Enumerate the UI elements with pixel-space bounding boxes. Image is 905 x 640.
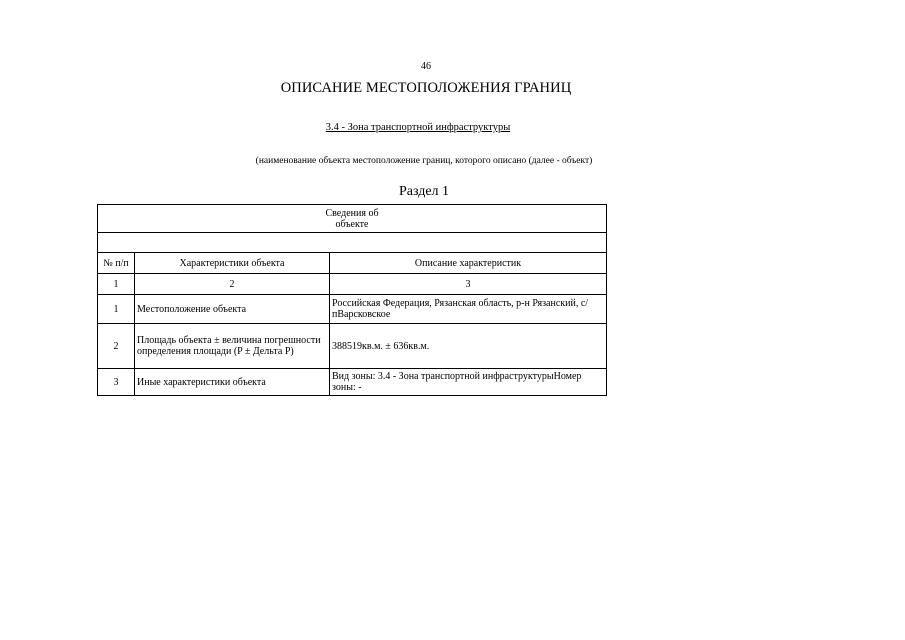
row-characteristic: Иные характеристики объекта (135, 369, 330, 396)
section-title: Раздел 1 (398, 184, 450, 199)
table-column-numbers-row (98, 274, 607, 295)
table-caption-cell (98, 205, 607, 233)
table-caption-row (98, 205, 607, 233)
object-info-table (97, 204, 607, 396)
row-description: Вид зоны: 3.4 - Зона транспортной инфраструктурыНомер зоны: - (330, 369, 607, 396)
column-number: 1 (98, 274, 135, 295)
row-description: Российская Федерация, Рязанская область, р-н Рязанский, с/пВарсковское (330, 295, 607, 324)
page-number: 46 (421, 61, 431, 72)
row-description: 388519кв.м. ± 636кв.м. (330, 324, 607, 369)
column-number: 3 (330, 274, 607, 295)
row-number: 2 (98, 324, 135, 369)
row-characteristic: Площадь объекта ± величина погрешности определения площади (P ± Дельта P) (135, 324, 330, 369)
document-title: ОПИСАНИЕ МЕСТОПОЛОЖЕНИЯ ГРАНИЦ (280, 80, 572, 96)
object-name: 3.4 - Зона транспортной инфраструктуры (325, 122, 511, 133)
table-caption: Сведения об объекте (325, 207, 379, 230)
object-caption: (наименование объекта местоположение границ, которого описано (далее - объект) (255, 156, 593, 166)
row-number: 1 (98, 295, 135, 324)
column-header-num: № п/п (98, 253, 135, 274)
column-header-characteristic: Характеристики объекта (135, 253, 330, 274)
table-empty-cell (98, 233, 607, 253)
table-empty-row (98, 233, 607, 253)
table-row (98, 369, 607, 396)
column-number: 2 (135, 274, 330, 295)
row-number: 3 (98, 369, 135, 396)
column-header-description: Описание характеристик (330, 253, 607, 274)
row-characteristic: Местоположение объекта (135, 295, 330, 324)
table-row (98, 295, 607, 324)
table-row (98, 324, 607, 369)
table-header-row (98, 253, 607, 274)
